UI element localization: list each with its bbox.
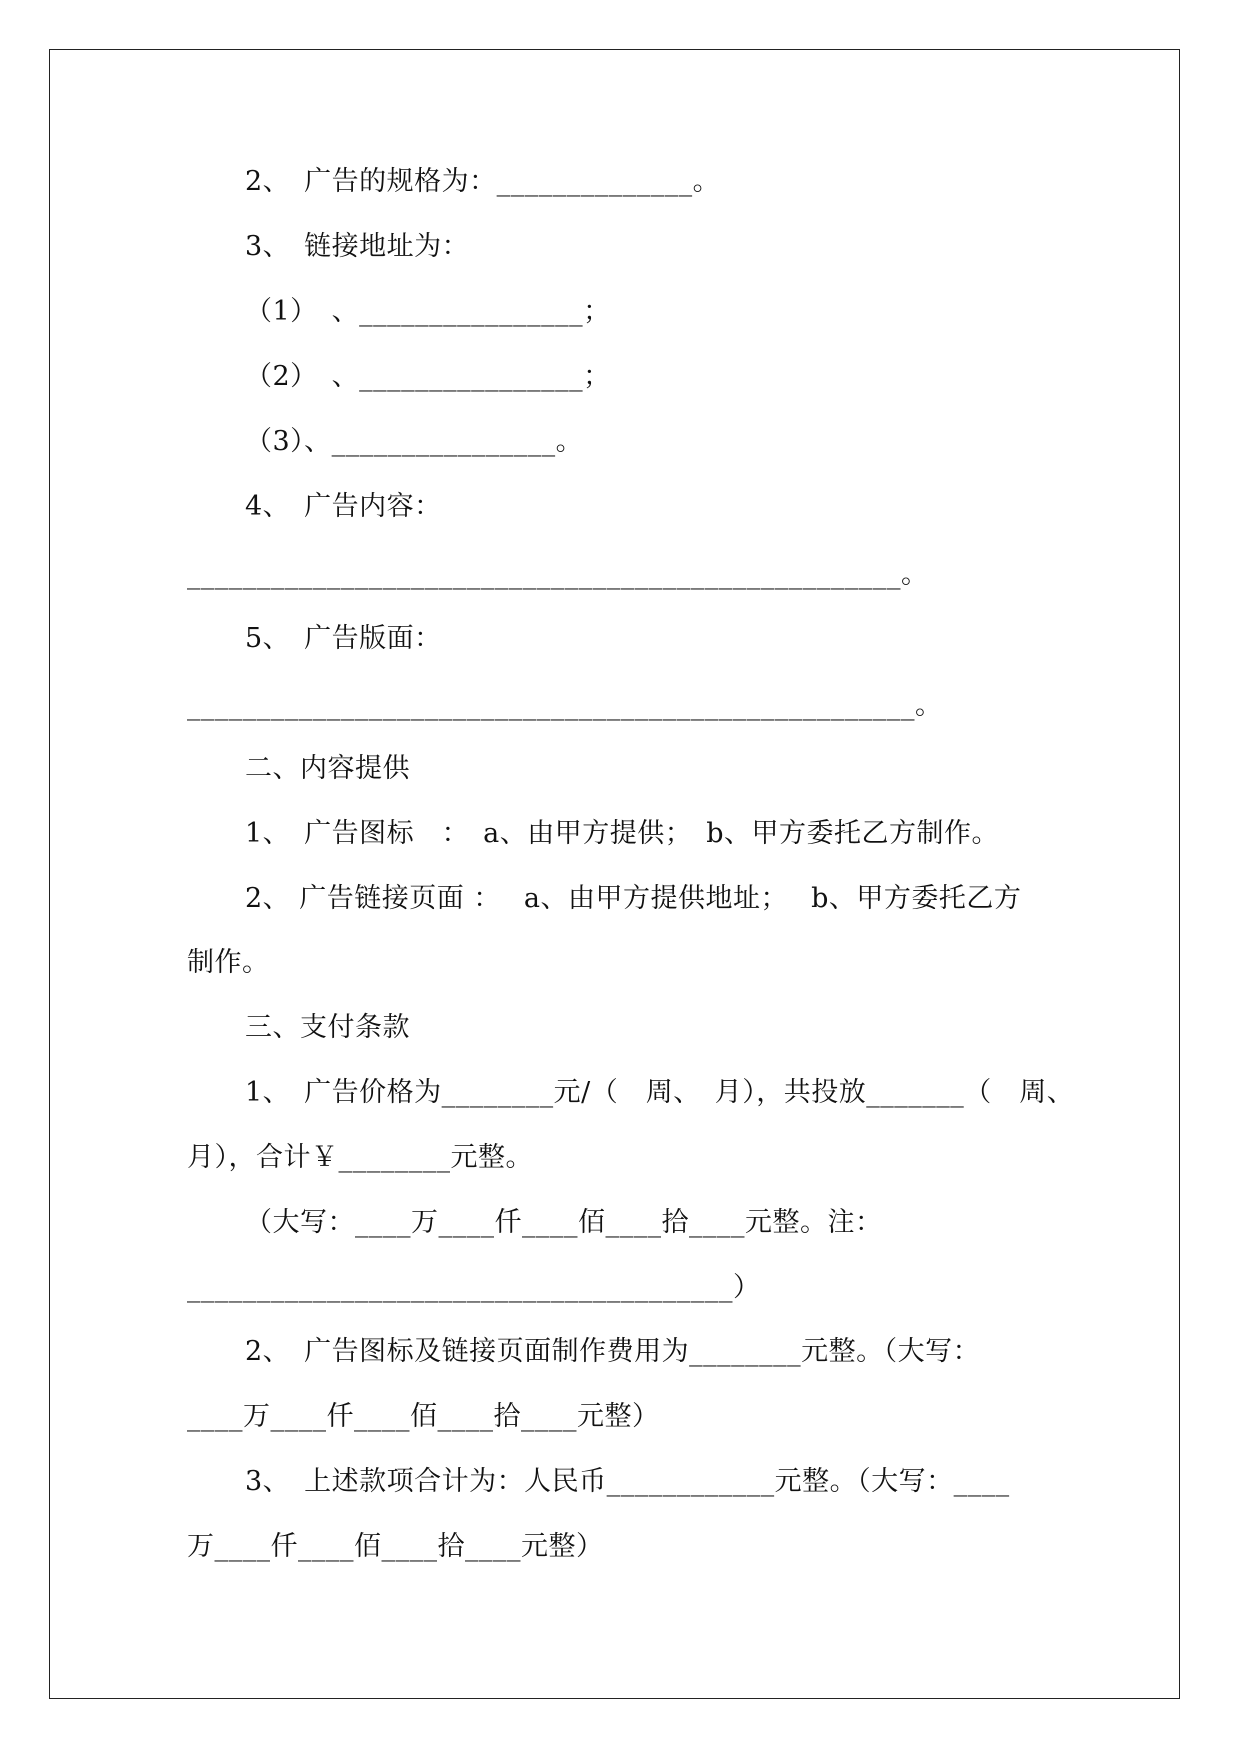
ad-price-capital-line: （大写：____万____仟____佰____拾____元整。注： (245, 1207, 883, 1238)
ad-content-heading: 4、 广告内容： (245, 491, 442, 522)
link-address-1: （1） 、________________； (245, 296, 611, 327)
ad-price-line: 1、 广告价格为________元/（ 周、 月），共投放_______（ 周、 (245, 1077, 1075, 1108)
section-payment-terms: 三、支付条款 (245, 1012, 410, 1043)
spec-line: 2、 广告的规格为：______________。 (245, 166, 721, 197)
total-amount-line: 3、 上述款项合计为：人民币____________元整。（大写：____ (245, 1466, 1010, 1497)
ad-content-blank: ___________________________________________________。 (187, 559, 929, 590)
ad-layout-blank: ____________________________________________________。 (187, 690, 943, 721)
note-blank-line: _______________________________________） (187, 1272, 761, 1303)
page-border (49, 49, 1180, 1699)
ad-icon-line: 1、 广告图标 ： a、由甲方提供； b、甲方委托乙方制作。 (245, 818, 1000, 849)
link-address-2: （2） 、________________； (245, 361, 611, 392)
total-amount-capital: 万____仟____佰____拾____元整） (187, 1531, 604, 1562)
link-address-heading: 3、 链接地址为： (245, 231, 470, 262)
link-address-3: （3）、________________。 (245, 426, 584, 457)
ad-layout-heading: 5、 广告版面： (245, 623, 442, 654)
ad-price-line-cont: 月），合计￥________元整。 (187, 1142, 533, 1173)
production-fee-capital: ____万____仟____佰____拾____元整） (187, 1401, 660, 1432)
ad-link-page-line-cont: 制作。 (187, 947, 270, 978)
production-fee-line: 2、 广告图标及链接页面制作费用为________元整。（大写： (245, 1336, 981, 1367)
section-content-provision: 二、内容提供 (245, 753, 410, 784)
ad-link-page-line: 2、 广告链接页面 ： a、由甲方提供地址； b、甲方委托乙方 (245, 883, 1022, 914)
